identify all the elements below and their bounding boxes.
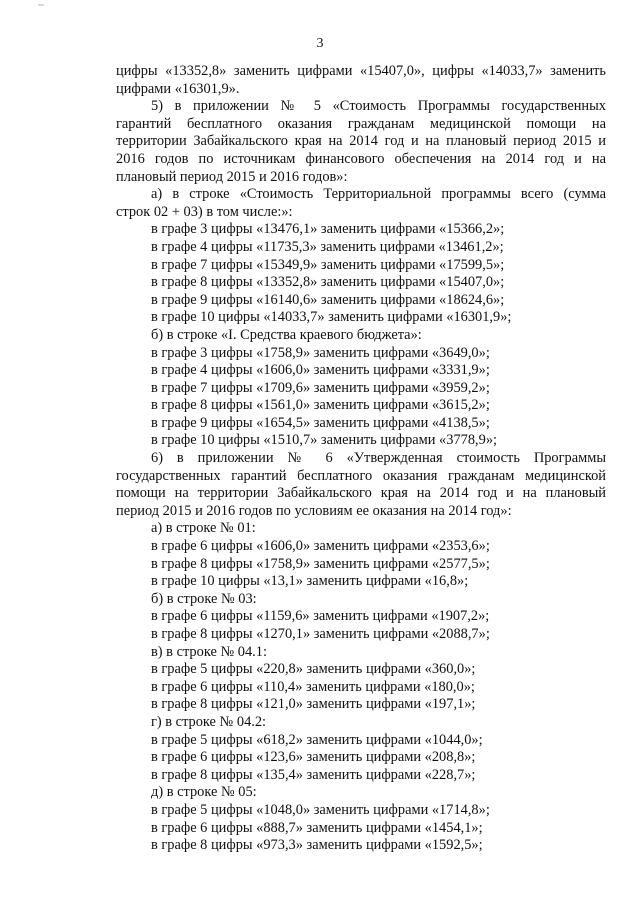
text-line: в графе 6 цифры «1159,6» заменить цифрами «1907,2»; (151, 608, 490, 625)
text-line: в графе 3 цифры «1758,9» заменить цифрами «3649,0»; (151, 344, 490, 361)
scan-artifact (38, 4, 44, 6)
text-line: а) в строке «Стоимость Территориальной программы всего (сумма (151, 186, 606, 203)
text-line: в графе 8 цифры «973,3» заменить цифрами «1592,5»; (151, 837, 483, 854)
text-line: 6) в приложении № 6 «Утвержденная стоимость Программы (151, 450, 606, 467)
text-line: в графе 4 цифры «1606,0» заменить цифрами «3331,9»; (151, 362, 490, 379)
text-line: в графе 7 цифры «1709,6» заменить цифрами «3959,2»; (151, 379, 490, 396)
text-line: цифрами «16301,9». (116, 80, 240, 97)
text-line: в графе 4 цифры «11735,3» заменить цифрами «13461,2»; (151, 238, 504, 255)
page-number: 3 (316, 36, 324, 51)
text-line: в графе 8 цифры «1758,9» заменить цифрами «2577,5»; (151, 555, 490, 572)
text-line: г) в строке № 04.2: (151, 713, 267, 730)
text-line: в графе 6 цифры «888,7» заменить цифрами «1454,1»; (151, 819, 483, 836)
document-body (116, 63, 606, 855)
text-line: в графе 8 цифры «1561,0» заменить цифрами «3615,2»; (151, 397, 490, 414)
text-line: в графе 6 цифры «123,6» заменить цифрами «208,8»; (151, 749, 476, 766)
text-line: в графе 10 цифры «14033,7» заменить цифрами «16301,9»; (151, 309, 512, 326)
text-line: в) в строке № 04.1: (151, 643, 267, 660)
text-line: в графе 10 цифры «1510,7» заменить цифрами «3778,9»; (151, 432, 498, 449)
text-line: в графе 7 цифры «15349,9» заменить цифрами «17599,5»; (151, 256, 505, 273)
text-line: в графе 5 цифры «1048,0» заменить цифрами «1714,8»; (151, 801, 490, 818)
text-line: а) в строке № 01: (151, 520, 256, 537)
text-line: д) в строке № 05: (151, 784, 257, 801)
text-line: цифры «13352,8» заменить цифрами «15407,0», цифры «14033,7» заменить (116, 63, 606, 79)
text-line: в графе 9 цифры «1654,5» заменить цифрами «4138,5»; (151, 414, 490, 431)
text-line: в графе 8 цифры «121,0» заменить цифрами «197,1»; (151, 696, 476, 713)
text-line: б) в строке «I. Средства краевого бюджета»: (151, 326, 422, 343)
text-line: гарантий бесплатного оказания гражданам медицинской помощи на (116, 115, 606, 132)
text-line: помощи на территории Забайкальского края на 2014 год и на плановый (116, 485, 606, 502)
text-line: в графе 5 цифры «220,8» заменить цифрами «360,0»; (151, 661, 476, 678)
text-line: в графе 3 цифры «13476,1» заменить цифрами «15366,2»; (151, 221, 505, 238)
text-line: период 2015 и 2016 годов по условиям ее оказания на 2014 год»: (116, 502, 512, 519)
text-line: в графе 8 цифры «1270,1» заменить цифрами «2088,7»; (151, 626, 490, 642)
text-line: территории Забайкальского края на 2014 год и на плановый период 2015 и (116, 133, 606, 150)
text-line: плановый период 2015 и 2016 годов»: (116, 168, 348, 185)
text-line: в графе 8 цифры «135,4» заменить цифрами «228,7»; (151, 766, 476, 783)
text-line: 2016 годов по источникам финансового обеспечения на 2014 год и на (116, 150, 606, 167)
text-line: государственных гарантий бесплатного оказания гражданам медицинской (116, 467, 606, 484)
text-line: в графе 6 цифры «1606,0» заменить цифрами «2353,6»; (151, 538, 490, 555)
text-line: в графе 9 цифры «16140,6» заменить цифрами «18624,6»; (151, 291, 505, 308)
text-line: в графе 6 цифры «110,4» заменить цифрами «180,0»; (151, 678, 475, 695)
text-line: б) в строке № 03: (151, 590, 257, 607)
text-line: 5) в приложении № 5 «Стоимость Программы государственных (151, 98, 606, 115)
text-line: в графе 5 цифры «618,2» заменить цифрами «1044,0»; (151, 731, 483, 748)
text-line: строк 02 + 03) в том числе:»: (116, 203, 293, 220)
text-line: в графе 8 цифры «13352,8» заменить цифрами «15407,0»; (151, 274, 505, 291)
text-line: в графе 10 цифры «13,1» заменить цифрами «16,8»; (151, 573, 469, 590)
